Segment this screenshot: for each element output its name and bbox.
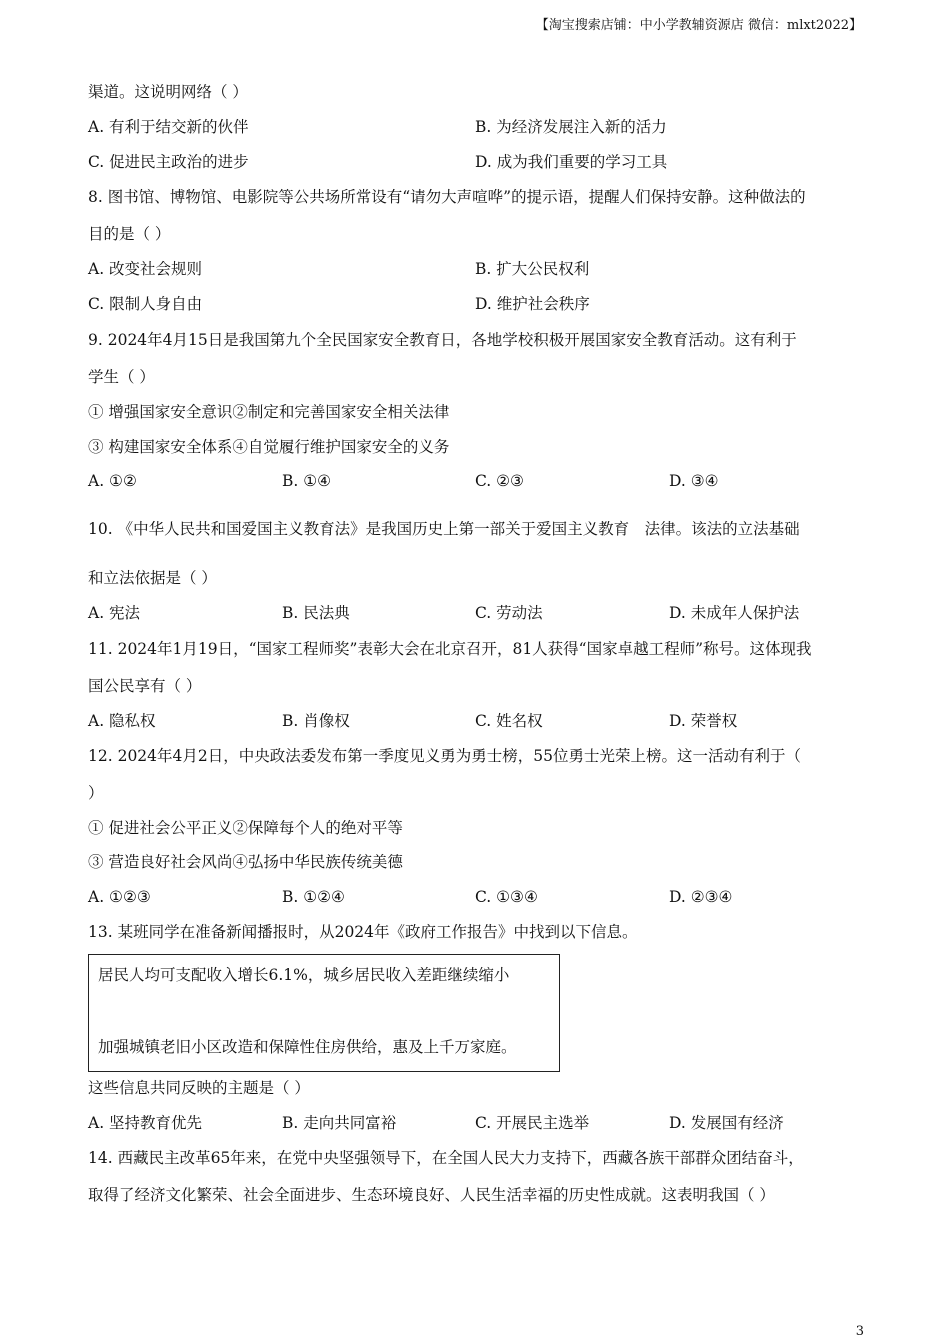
q10-stem-line2: 和立法依据是（ ） bbox=[88, 569, 217, 587]
q10-option-b: B. 民法典 bbox=[282, 604, 350, 622]
q9-option-a: A. ①② bbox=[88, 472, 137, 490]
q10-option-a: A. 宪法 bbox=[88, 604, 141, 622]
q14-stem-line2: 取得了经济文化繁荣、社会全面进步、生态环境良好、人民生活幸福的历史性成就。这表明我国（ ） bbox=[88, 1186, 775, 1204]
q8-option-d: D. 维护社会秩序 bbox=[475, 295, 590, 313]
q9-stem-line1: 9. 2024年4月15日是我国第九个全民国家安全教育日，各地学校积极开展国家安全教育活动。这有利于 bbox=[88, 331, 797, 349]
q14-stem-line1: 14. 西藏民主改革65年来，在党中央坚强领导下，在全国人民大力支持下，西藏各族干部群众团结奋斗， bbox=[88, 1149, 804, 1167]
q9-option-d: D. ③④ bbox=[669, 472, 719, 490]
q12-item-1: ① 促进社会公平正义②保障每个人的绝对平等 bbox=[88, 819, 403, 837]
q13-info-line2: 加强城镇老旧小区改造和保障性住房供给，惠及上千万家庭。 bbox=[98, 1038, 517, 1056]
q12-item-2: ③ 营造良好社会风尚④弘扬中华民族传统美德 bbox=[88, 853, 403, 871]
q10-stem-line1: 10. 《中华人民共和国爱国主义教育法》是我国历史上第一部关于爱国主义教育 法律。该法的立法基础 bbox=[88, 520, 800, 538]
q12-option-a: A. ①②③ bbox=[88, 888, 151, 906]
q12-option-b: B. ①②④ bbox=[282, 888, 345, 906]
q12-option-c: C. ①③④ bbox=[475, 888, 538, 906]
page-number: 3 bbox=[855, 1324, 864, 1339]
page-header: 【淘宝搜索店铺：中小学教辅资源店 微信：mlxt2022】 bbox=[535, 18, 862, 33]
q10-option-c: C. 劳动法 bbox=[475, 604, 543, 622]
q7-option-d: D. 成为我们重要的学习工具 bbox=[475, 153, 668, 171]
q9-item-1: ① 增强国家安全意识②制定和完善国家安全相关法律 bbox=[88, 403, 450, 421]
q8-option-b: B. 扩大公民权利 bbox=[475, 260, 590, 278]
q13-info-box bbox=[88, 954, 560, 1072]
q8-option-c: C. 限制人身自由 bbox=[88, 295, 203, 313]
q11-stem-line1: 11. 2024年1月19日，“国家工程师奖”表彰大会在北京召开，81人获得“国家卓越工程师”称号。这体现我 bbox=[88, 640, 812, 658]
q10-option-d: D. 未成年人保护法 bbox=[669, 604, 800, 622]
q11-option-a: A. 隐私权 bbox=[88, 712, 156, 730]
q9-option-c: C. ②③ bbox=[475, 472, 524, 490]
q12-stem-line1: 12. 2024年4月2日，中央政法委发布第一季度见义勇为勇士榜，55位勇士光荣上榜。这一活动有利于（ bbox=[88, 747, 801, 765]
q13-info-line1: 居民人均可支配收入增长6.1%，城乡居民收入差距继续缩小 bbox=[98, 966, 510, 984]
q8-stem-line1: 8. 图书馆、博物馆、电影院等公共场所常设有“请勿大声喧哗”的提示语，提醒人们保持安静。这种做法的 bbox=[88, 188, 806, 206]
q13-stem: 13. 某班同学在准备新闻播报时，从2024年《政府工作报告》中找到以下信息。 bbox=[88, 923, 638, 941]
q13-option-a: A. 坚持教育优先 bbox=[88, 1114, 203, 1132]
q11-stem-line2: 国公民享有（ ） bbox=[88, 677, 202, 695]
q13-option-c: C. 开展民主选举 bbox=[475, 1114, 590, 1132]
q13-option-d: D. 发展国有经济 bbox=[669, 1114, 784, 1132]
q7-option-b: B. 为经济发展注入新的活力 bbox=[475, 118, 667, 136]
q8-stem-line2: 目的是（ ） bbox=[88, 225, 171, 243]
q12-stem-line2: ） bbox=[88, 784, 104, 802]
q9-stem-line2: 学生（ ） bbox=[88, 368, 155, 386]
q8-option-a: A. 改变社会规则 bbox=[88, 260, 203, 278]
q11-option-b: B. 肖像权 bbox=[282, 712, 350, 730]
q13-question: 这些信息共同反映的主题是（ ） bbox=[88, 1079, 310, 1097]
q11-option-c: C. 姓名权 bbox=[475, 712, 543, 730]
q7-option-c: C. 促进民主政治的进步 bbox=[88, 153, 249, 171]
q12-option-d: D. ②③④ bbox=[669, 888, 733, 906]
q9-item-2: ③ 构建国家安全体系④自觉履行维护国家安全的义务 bbox=[88, 438, 450, 456]
q7-tail: 渠道。这说明网络（ ） bbox=[88, 83, 248, 101]
q11-option-d: D. 荣誉权 bbox=[669, 712, 738, 730]
q7-option-a: A. 有利于结交新的伙伴 bbox=[88, 118, 249, 136]
q13-option-b: B. 走向共同富裕 bbox=[282, 1114, 397, 1132]
q9-option-b: B. ①④ bbox=[282, 472, 332, 490]
